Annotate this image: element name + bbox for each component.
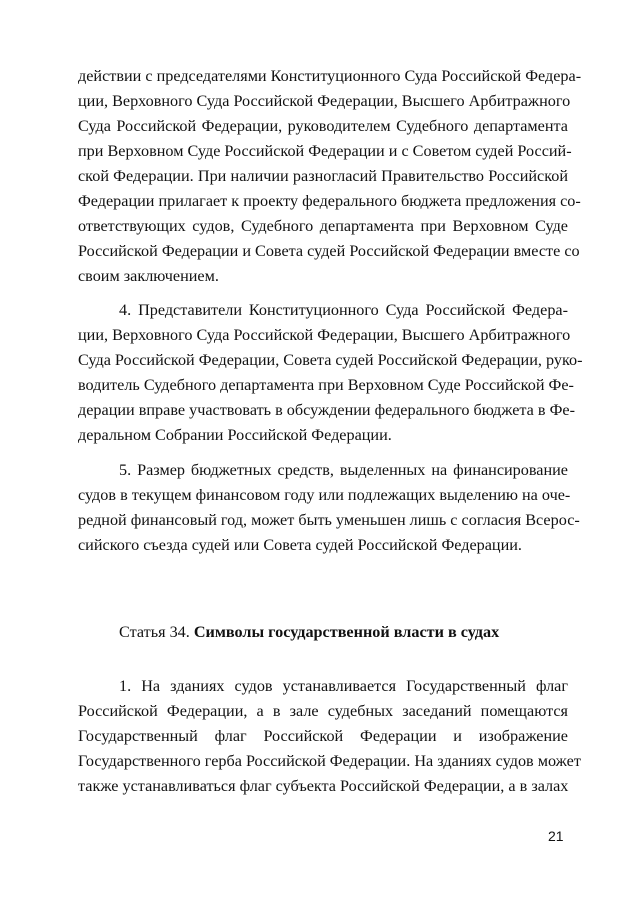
text-line: ответствующих судов, Судебного департамента при Верховном Суде bbox=[78, 217, 568, 235]
text-line: 5. Размер бюджетных средств, выделенных на финансирование bbox=[119, 461, 568, 479]
text-line: сийского съезда судей или Совета судей Российской Федерации. bbox=[78, 536, 522, 554]
text-line: Федерации прилагает к проекту федерального бюджета предложения со- bbox=[78, 192, 581, 210]
text-line: 1. На зданиях судов устанавливается Государственный флаг bbox=[119, 677, 568, 695]
text-line: редной финансовый год, может быть уменьшен лишь с согласия Всерос- bbox=[78, 511, 580, 529]
text-line: ской Федерации. При наличии разногласий Правительство Российской bbox=[78, 167, 568, 185]
text-line: также устанавливаться флаг субъекта Российской Федерации, а в залах bbox=[78, 777, 569, 795]
text-line: Государственного герба Российской Федерации. На зданиях судов может bbox=[78, 752, 581, 770]
text-line: ции, Верховного Суда Российской Федерации, Высшего Арбитражного bbox=[78, 92, 571, 110]
text-line: Российской Федерации и Совета судей Российской Федерации вместе со bbox=[78, 242, 580, 260]
text-line: при Верховном Суде Российской Федерации и с Советом судей Россий- bbox=[78, 142, 572, 160]
text-line: ции, Верховного Суда Российской Федерации, Высшего Арбитражного bbox=[78, 326, 571, 344]
text-line: судов в текущем финансовом году или подлежащих выделению на оче- bbox=[78, 486, 571, 504]
text-line: Российской Федерации, а в зале судебных заседаний помещаются bbox=[78, 702, 568, 720]
text-line: Суда Российской Федерации, Совета судей Российской Федерации, руко- bbox=[78, 351, 583, 369]
text-line: деральном Собрании Российской Федерации. bbox=[78, 426, 392, 444]
article-number: Статья 34. bbox=[119, 623, 190, 641]
text-line: дерации вправе участвовать в обсуждении федерального бюджета в Фе- bbox=[78, 401, 575, 419]
text-line: Суда Российской Федерации, руководителем Судебного департамента bbox=[78, 117, 568, 135]
article-heading bbox=[119, 622, 499, 642]
page-number: 21 bbox=[548, 828, 564, 844]
text-line: 4. Представители Конституционного Суда Российской Федера- bbox=[119, 301, 568, 319]
text-line: действии с председателями Конституционного Суда Российской Федера- bbox=[78, 67, 582, 85]
text-line: водитель Судебного департамента при Верховном Суде Российской Фе- bbox=[78, 376, 574, 394]
text-line: Государственный флаг Российской Федерации и изображение bbox=[78, 727, 568, 745]
article-title: Символы государственной власти в судах bbox=[193, 623, 500, 641]
text-line: своим заключением. bbox=[78, 267, 219, 285]
